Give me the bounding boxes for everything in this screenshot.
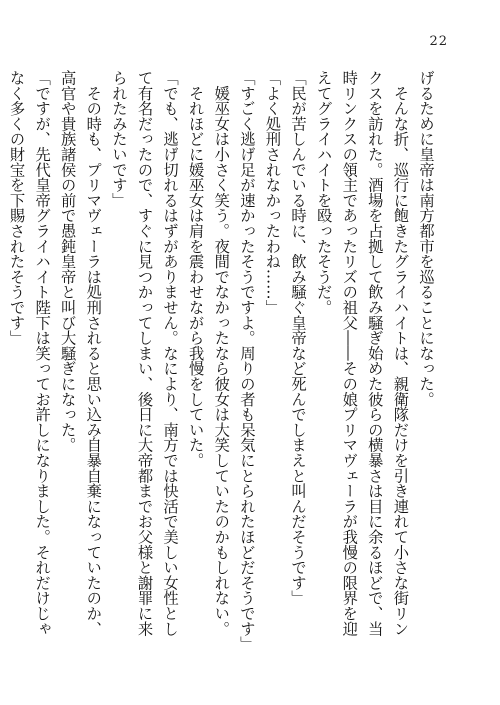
paragraph: 「すごく逃げ足が速かったそうですよ。周りの者も呆気にとられたほどだそうです」 — [237, 70, 256, 652]
paragraph: 「民が苦しんでいる時に、飲み騒ぐ皇帝など死んでしまえと叫んだそうです」 — [289, 70, 308, 606]
body-text — [7, 70, 438, 652]
paragraph: それほどに媛巫女は肩を震わせながら我慢をしていた。 — [186, 70, 205, 468]
paragraph: 「ですが、先代皇帝グライハイト陛下は笑ってお許しになりました。それだけじゃなく多くの財宝を下賜されたそうです」 — [7, 70, 52, 637]
paragraph: 媛巫女は小さく笑う。夜間でなかったなら彼女は大笑していたのかもしれない。 — [212, 70, 231, 637]
paragraph: その時も、プリマヴェーラは処刑されると思い込み自暴自棄になっていたのか、高官や貴族諸侯の前で愚鈍皇帝と叫び大騒ぎになった。 — [58, 70, 103, 637]
page-number: 22 — [429, 34, 448, 49]
paragraph: そんな折、巡行に飽きたグライハイトは、親衛隊だけを引き連れて小さな街リンクスを訪れた。酒場を占拠して飲み騒ぎ始めた彼らの横暴さは目に余るほどで、当時リンクスの領主であったリズの祖父――その娘プリマヴェーラが我慢の限界を迎えてグライハイトを殴ったそうだ。 — [314, 70, 410, 637]
paragraph: 「でも、逃げ切れるはずがありません。なにより、南方では快活で美しい女性として有名だったので、すぐに見つかってしまい、後日に大帝都までお父様と謝罪に来られたみたいです」 — [109, 70, 180, 637]
paragraph: 「よく処刑されなかったわね……」 — [263, 70, 282, 315]
paragraph: げるために皇帝は南方都市を巡ることになった。 — [417, 70, 435, 407]
